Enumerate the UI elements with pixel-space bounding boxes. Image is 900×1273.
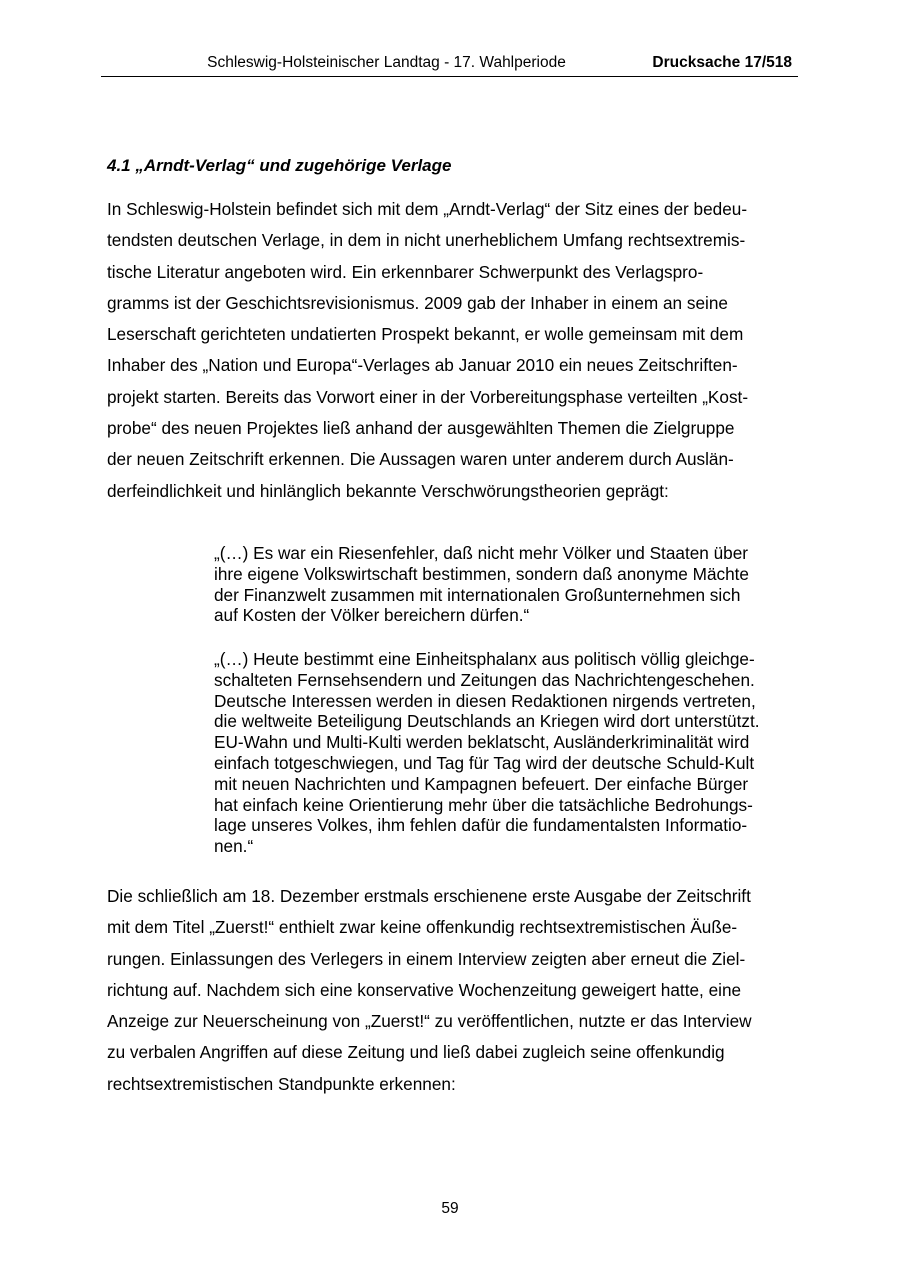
quote-line: „(…) Es war ein Riesenfehler, daß nicht mehr Völker und Staaten über — [214, 543, 749, 563]
text-line: Die schließlich am 18. Dezember erstmals erschienene erste Ausgabe der Zeitschrift — [107, 886, 751, 906]
text-line: probe“ des neuen Projektes ließ anhand der ausgewählten Themen die Zielgruppe — [107, 418, 735, 439]
section-heading: 4.1 „Arndt-Verlag“ und zugehörige Verlage — [107, 156, 452, 175]
quote-line: mit neuen Nachrichten und Kampagnen befeuert. Der einfache Bürger — [214, 773, 749, 794]
document-number: Drucksache 17/518 — [652, 54, 792, 71]
block-quote-1 — [214, 543, 796, 626]
quote-line: Deutsche Interessen werden in diesen Redaktionen nirgends vertreten, — [214, 690, 756, 711]
page-header — [101, 50, 798, 77]
text-line: In Schleswig-Holstein befindet sich mit dem „Arndt-Verlag“ der Sitz eines der bedeu- — [107, 199, 748, 219]
quote-line: auf Kosten der Völker bereichern dürfen.“ — [214, 605, 530, 626]
block-quote-2 — [214, 649, 796, 857]
text-line: Leserschaft gerichteten undatierten Prospekt bekannt, er wolle gemeinsam mit dem — [107, 324, 744, 345]
text-line: Inhaber des „Nation und Europa“-Verlages ab Januar 2010 ein neues Zeitschriften- — [107, 355, 738, 376]
text-line: projekt starten. Bereits das Vorwort einer in der Vorbereitungsphase verteilten „Kost- — [107, 386, 749, 407]
text-line: der neuen Zeitschrift erkennen. Die Aussagen waren unter anderem durch Auslän- — [107, 449, 734, 470]
header-title: Schleswig-Holsteinischer Landtag - 17. Wahlperiode — [207, 54, 566, 71]
paragraph-intro — [107, 194, 793, 507]
text-line: rungen. Einlassungen des Verlegers in einem Interview zeigten aber erneut die Ziel- — [107, 948, 746, 969]
text-line: tische Literatur angeboten wird. Ein erkennbarer Schwerpunkt des Verlagspro- — [107, 261, 704, 282]
text-line: zu verbalen Angriffen auf diese Zeitung und ließ dabei zugleich seine offenkundig — [107, 1042, 725, 1063]
text-line: gramms ist der Geschichtsrevisionismus. 2009 gab der Inhaber in einem an seine — [107, 292, 728, 313]
quote-line: nen.“ — [214, 836, 254, 857]
quote-line: schalteten Fernsehsendern und Zeitungen das Nachrichtengeschehen. — [214, 669, 755, 690]
page-number: 59 — [441, 1200, 459, 1217]
quote-line: EU-Wahn und Multi-Kulti werden beklatscht, Ausländerkriminalität wird — [214, 732, 750, 753]
text-line: mit dem Titel „Zuerst!“ enthielt zwar keine offenkundig rechtsextremistischen Äuße- — [107, 917, 738, 938]
quote-line: hat einfach keine Orientierung mehr über die tatsächliche Bedrohungs- — [214, 794, 753, 815]
quote-line: der Finanzwelt zusammen mit internationalen Großunternehmen sich — [214, 584, 741, 605]
text-line: tendsten deutschen Verlage, in dem in nicht unerheblichem Umfang rechtsextremis- — [107, 230, 746, 251]
text-line: rechtsextremistischen Standpunkte erkennen: — [107, 1073, 456, 1094]
paragraph-zuerst — [107, 881, 793, 1100]
quote-line: die weltweite Beteiligung Deutschlands an Kriegen wird dort unterstützt. — [214, 711, 760, 732]
quote-line: lage unseres Volkes, ihm fehlen dafür die fundamentalsten Informatio- — [214, 815, 748, 836]
quote-line: ihre eigene Volkswirtschaft bestimmen, sondern daß anonyme Mächte — [214, 563, 749, 584]
text-line: derfeindlichkeit und hinlänglich bekannte Verschwörungstheorien geprägt: — [107, 480, 669, 501]
text-line: richtung auf. Nachdem sich eine konservative Wochenzeitung geweigert hatte, eine — [107, 979, 742, 1000]
quote-line: „(…) Heute bestimmt eine Einheitsphalanx aus politisch völlig gleichge- — [214, 649, 755, 669]
text-line: Anzeige zur Neuerscheinung von „Zuerst!“ zu veröffentlichen, nutzte er das Interview — [107, 1011, 752, 1032]
quote-line: einfach totgeschwiegen, und Tag für Tag wird der deutsche Schuld-Kult — [214, 752, 755, 773]
